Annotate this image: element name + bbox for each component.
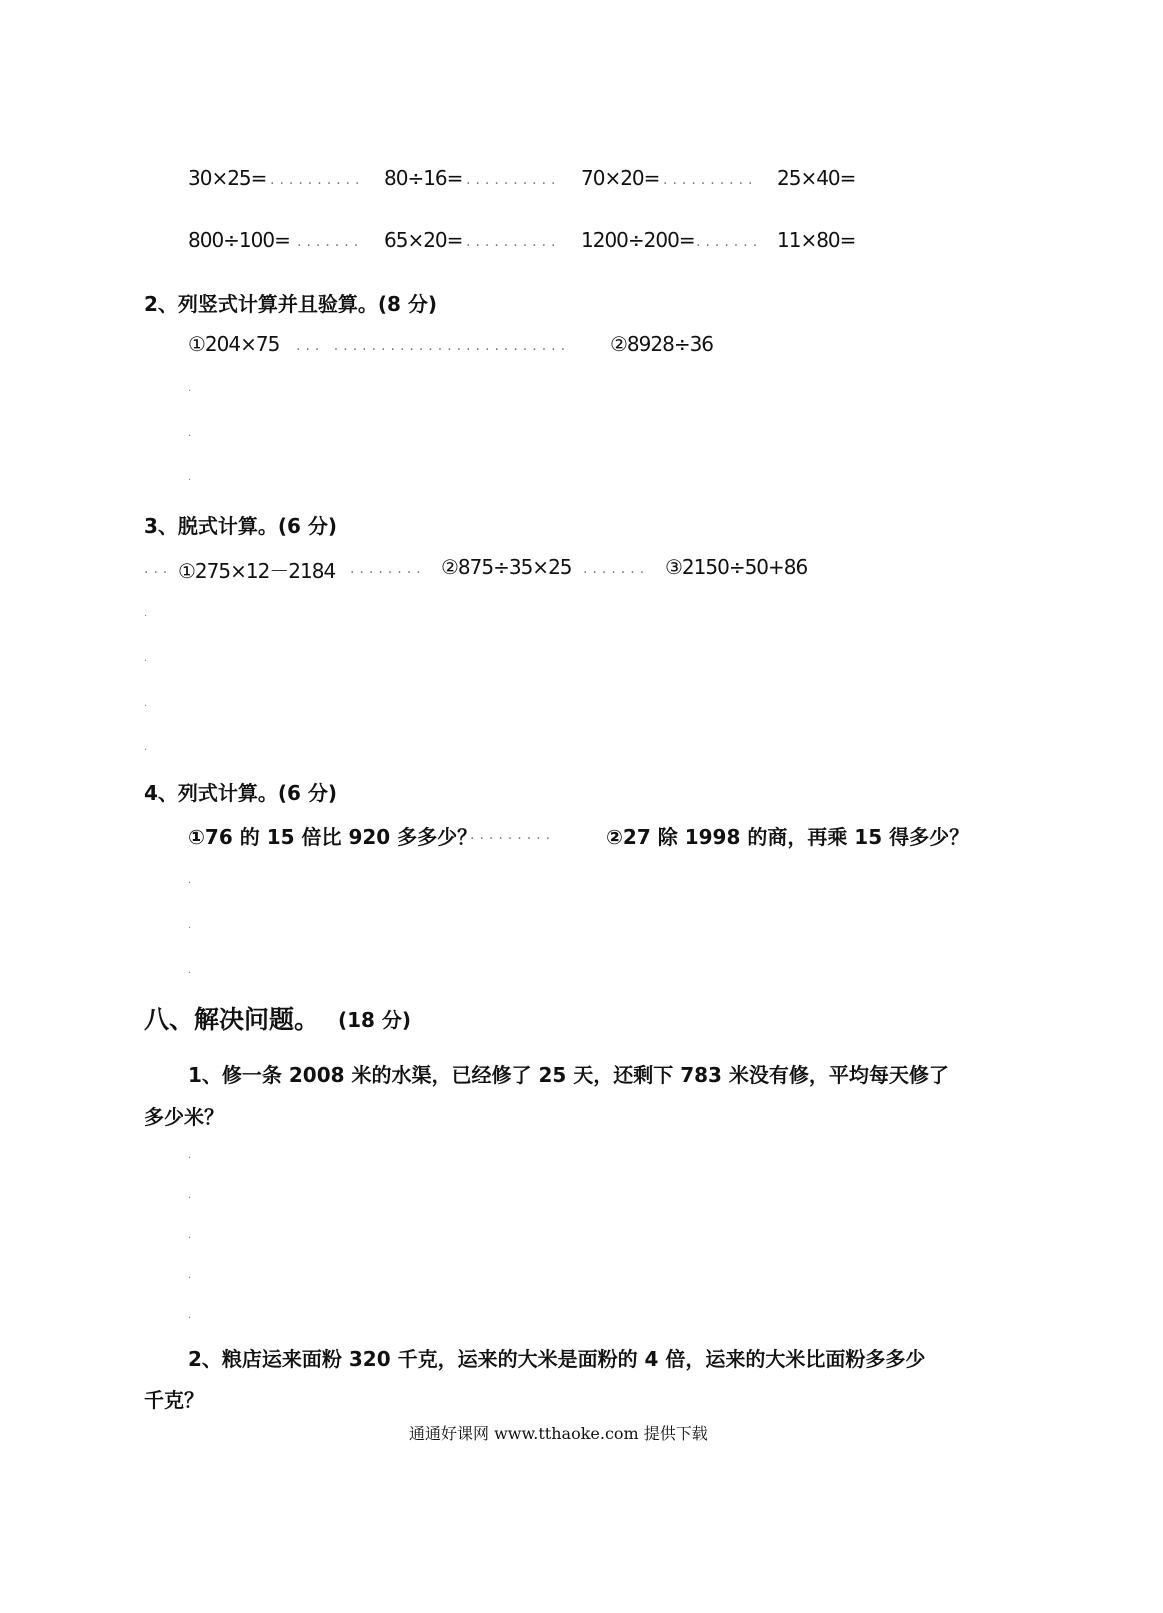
- oral-question: 30×25=: [188, 166, 267, 190]
- exercise-item: ②875÷35×25: [441, 555, 572, 579]
- problem-text: 1、修一条 2008 米的水渠，已经修了 25 天，还剩下 783 米没有修，平均每天修了: [188, 1063, 949, 1087]
- answer-dots: ... .........................: [296, 338, 571, 354]
- section-heading: 2、列竖式计算并且验算。(8 分): [144, 292, 438, 316]
- exercise-item: ③2150÷50+86: [665, 555, 808, 579]
- blank-line-marker: .: [188, 1230, 192, 1241]
- problem-text: 千克？: [144, 1388, 204, 1412]
- oral-question: 11×80=: [777, 228, 856, 252]
- blank-line-marker: .: [188, 1310, 192, 1321]
- blank-line-marker: .: [188, 965, 192, 976]
- exercise-item: ①275×12－2184: [178, 559, 336, 583]
- answer-dots: ..........: [466, 234, 561, 250]
- problem-text: 多少米？: [144, 1105, 224, 1129]
- blank-line-marker: .: [188, 1150, 192, 1161]
- exercise-item: ②8928÷36: [610, 332, 714, 356]
- blank-line-marker: .: [188, 1270, 192, 1281]
- answer-dots: .......: [583, 561, 650, 577]
- blank-line-marker: .: [188, 920, 192, 931]
- blank-line-marker: .: [188, 383, 192, 394]
- part-heading: 八、解决问题。: [144, 1005, 320, 1034]
- oral-question: 25×40=: [777, 166, 856, 190]
- answer-dots: ........: [350, 561, 426, 577]
- section-heading: 4、列式计算。(6 分): [144, 781, 338, 805]
- exercise-item: ②27 除 1998 的商，再乘 15 得多少？: [606, 825, 970, 849]
- page-footer: 通通好课网 www.tthaoke.com 提供下载: [409, 1424, 708, 1443]
- answer-dots: .........: [470, 827, 556, 843]
- blank-line-marker: .: [144, 698, 148, 709]
- blank-line-marker: .: [144, 653, 148, 664]
- answer-dots: ..........: [466, 172, 561, 188]
- oral-question: 80÷16=: [384, 166, 463, 190]
- oral-question: 70×20=: [581, 166, 660, 190]
- exercise-item: ①204×75: [188, 332, 280, 356]
- section-heading: 3、脱式计算。(6 分): [144, 514, 338, 538]
- blank-line-marker: .: [144, 742, 148, 753]
- answer-dots: .......: [696, 234, 763, 250]
- problem-text: 2、粮店运来面粉 320 千克，运来的大米是面粉的 4 倍，运来的大米比面粉多多少: [188, 1347, 926, 1371]
- answer-dots: ..........: [270, 172, 365, 188]
- part-score: (18 分): [338, 1008, 412, 1032]
- blank-line-marker: .: [188, 1190, 192, 1201]
- blank-line-marker: .: [188, 875, 192, 886]
- answer-dots: ..........: [663, 172, 758, 188]
- answer-dots: ...: [144, 561, 173, 577]
- oral-question: 1200÷200=: [581, 228, 695, 252]
- oral-question: 65×20=: [384, 228, 463, 252]
- blank-line-marker: .: [188, 472, 192, 483]
- answer-dots: .......: [297, 234, 364, 250]
- blank-line-marker: .: [188, 428, 192, 439]
- exercise-item: ①76 的 15 倍比 920 多多少？: [188, 825, 478, 849]
- oral-question: 800÷100=: [188, 228, 290, 252]
- blank-line-marker: .: [144, 608, 148, 619]
